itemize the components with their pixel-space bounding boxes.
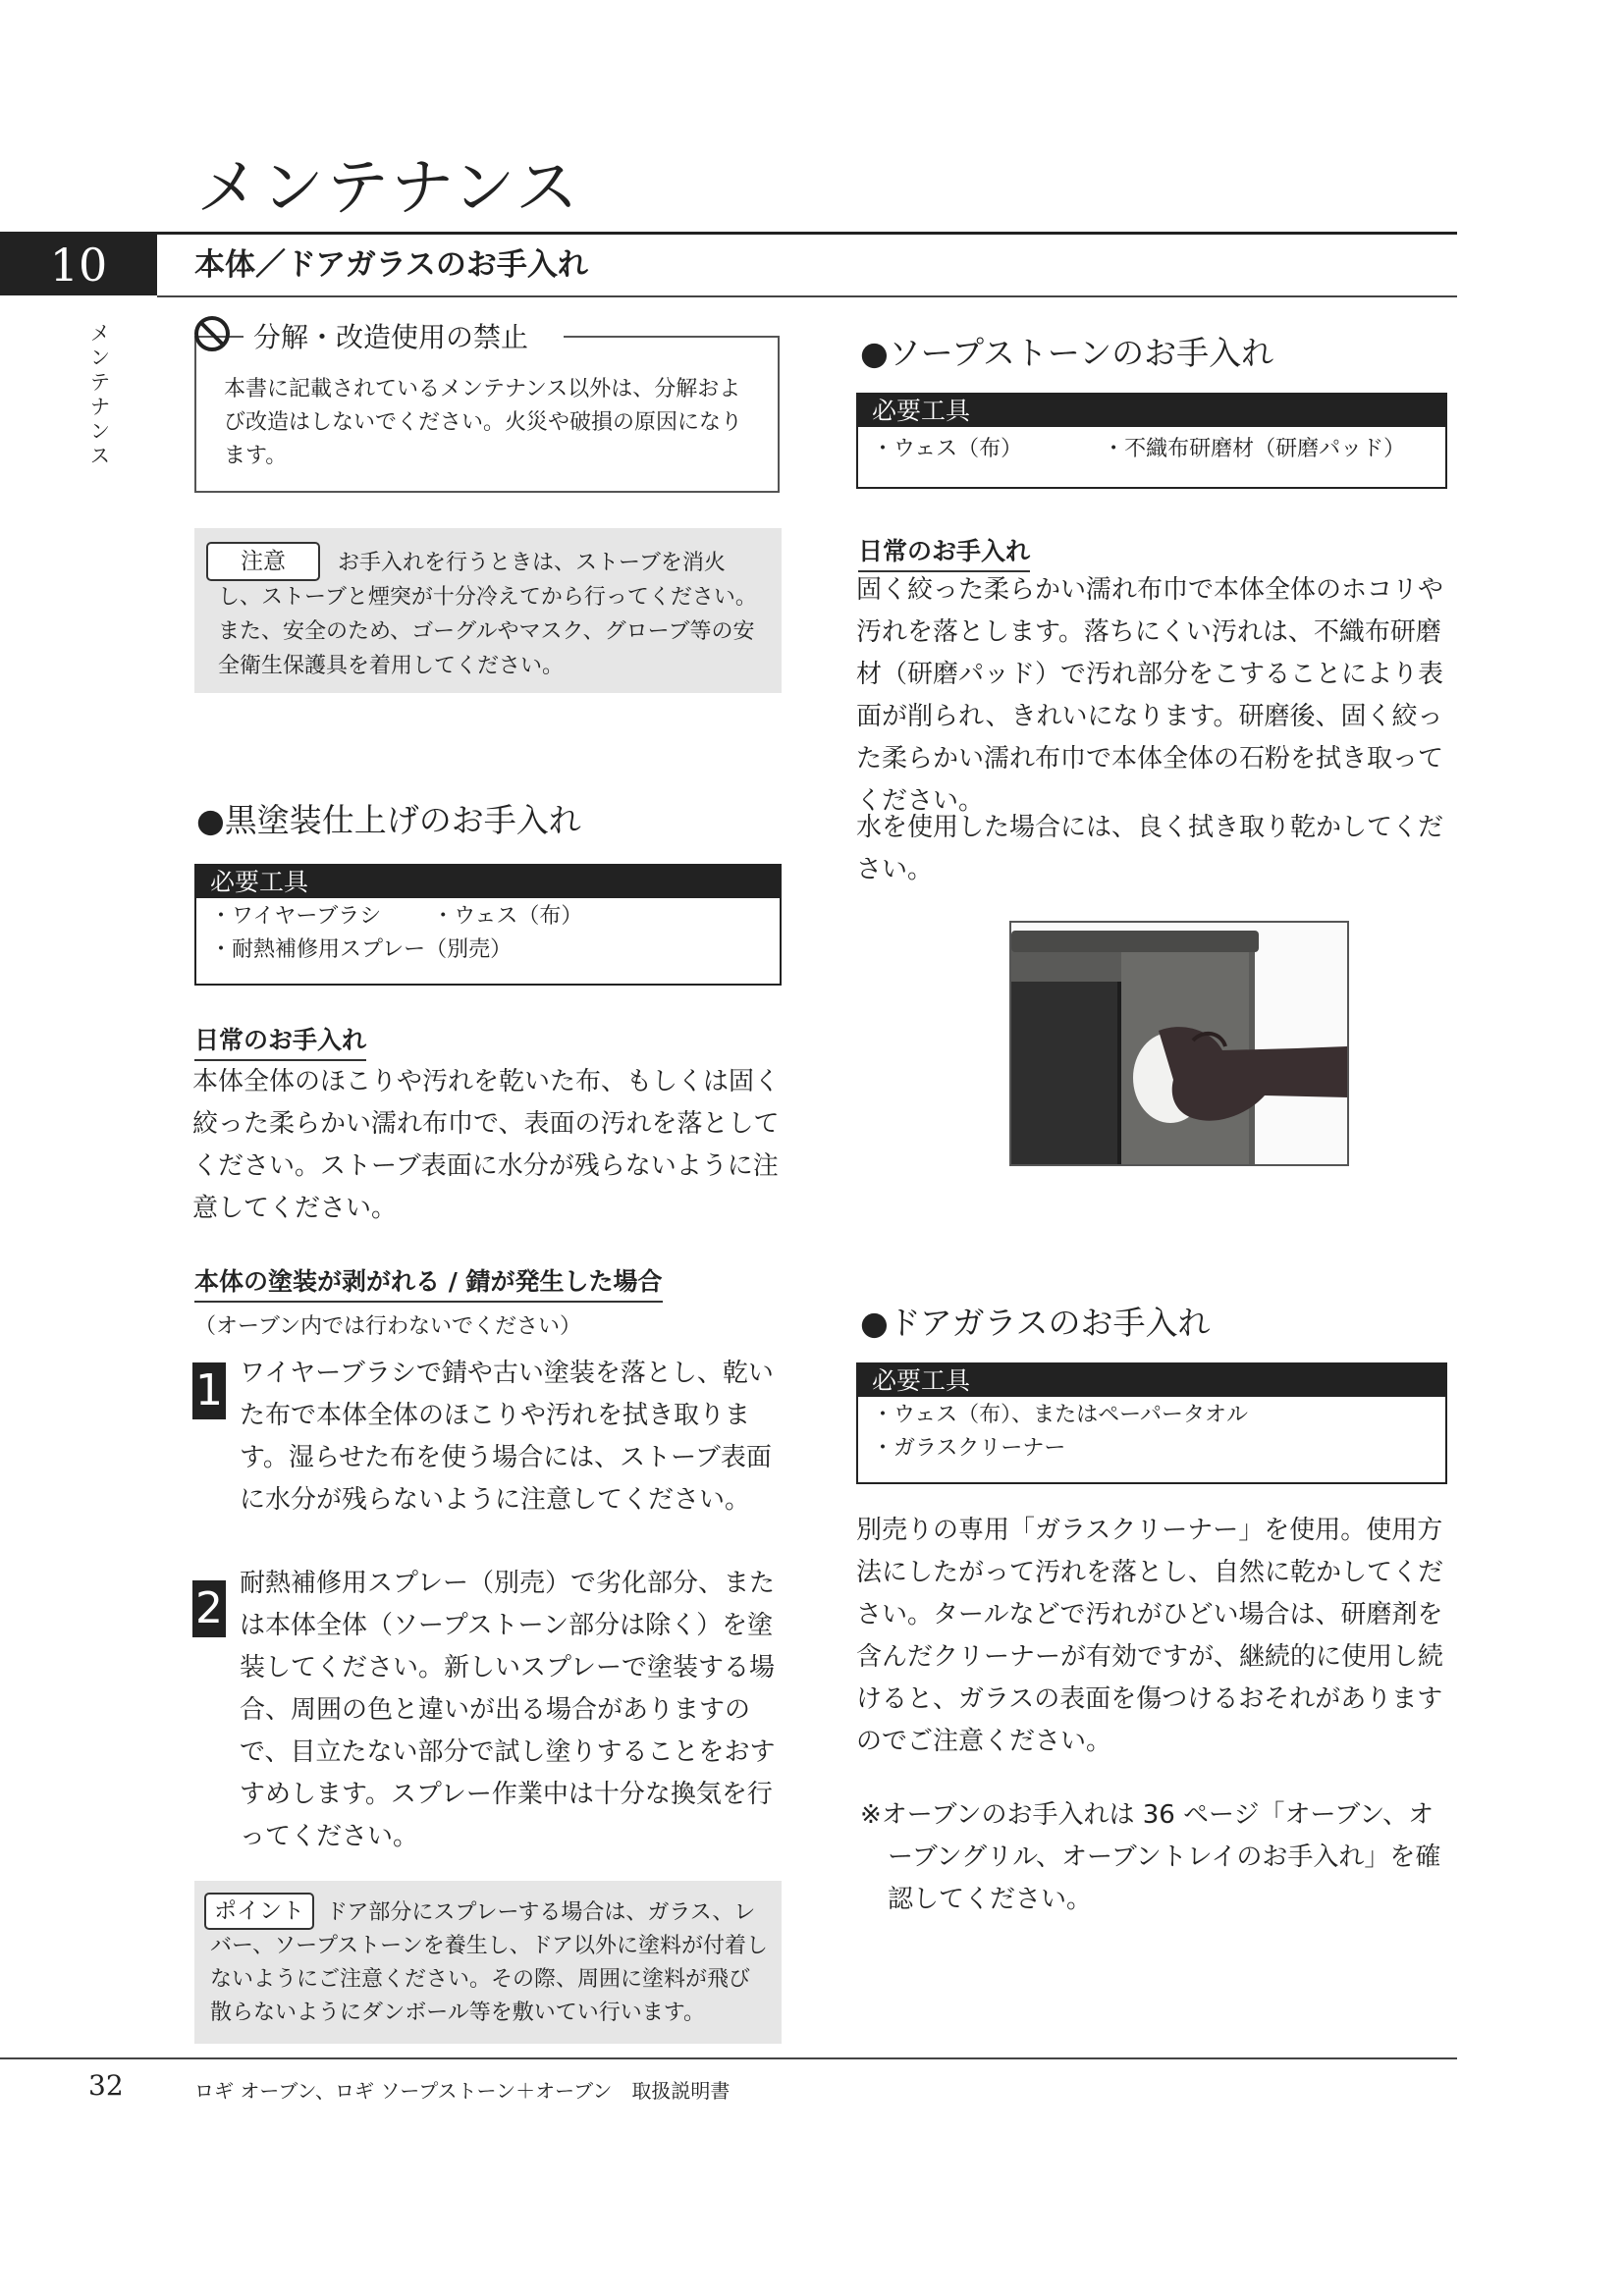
black-daily-heading: 日常のお手入れ [194,1021,366,1061]
section-number: 10 [0,235,157,295]
peel-heading: 本体の塗装が剥がれる / 錆が発生した場合 [194,1262,663,1303]
black-daily-text: 本体全体のほこりや汚れを乾いた布、もしくは固く絞った柔らかい濡れ布巾で、表面の汚れを落としてください。ストーブ表面に水分が残らないように注意してください。 [192,1067,781,1223]
step-2-number: 2 [192,1580,226,1637]
point-tag: ポイント [204,1893,314,1930]
tools-list [196,898,780,969]
peel-note: （オーブン内では行わないでください） [194,1314,582,1339]
soapstone-daily-heading: 日常のお手入れ [858,532,1030,572]
step-1-number: 1 [192,1362,226,1419]
soapstone-heading: ●ソープストーンのお手入れ [860,334,1274,372]
tool-item: ・ワイヤーブラシ [210,904,382,929]
tool-item: ・ウェス（布） [872,437,1023,461]
soapstone-water-text: 水を使用した場合には、良く拭き取り乾かしてください。 [856,813,1444,884]
tool-item: ・耐熱補修用スプレー（別売） [210,937,513,962]
step-1-text: ワイヤーブラシで錆や古い塗装を落とし、乾いた布で本体全体のほこりや汚れを拭き取ります。湿らせた布を使う場合には、ストーブ表面に水分が残らないように注意してください。 [240,1359,774,1515]
tool-item: ・ウェス（布） [432,904,583,929]
black-finish-tools [194,864,782,986]
point-text: ドア部分にスプレーする場合は、ガラス、レバー、ソープストーンを養生し、ドア以外に塗料が付着しないようにご注意ください。その際、周囲に塗料が飛び散らないようにダンボール等を敷いてい行います。 [210,1900,769,2025]
caution-text: お手入れを行うときは、ストーブを消火し、ストーブと煙突が十分冷えてから行ってください。また、安全のため、ゴーグルやマスク、グローブ等の安全衛生保護具を着用してください。 [218,551,757,678]
oven-note: ※オーブンのお手入れは 36 ページ「オーブン、オーブングリル、オーブントレイのお手入れ」を確認してください。 [860,1800,1441,1914]
prohibition-text: 本書に記載されているメンテナンス以外は、分解および改造はしないでください。火災や破損の原因になります。 [224,377,743,468]
footer-rule [0,2057,1457,2059]
side-label: メンテナンス [87,322,111,469]
footer-title: ロギ オーブン、ロギ ソープストーン＋オーブン 取扱説明書 [194,2079,731,2103]
tools-list [858,1397,1445,1468]
page-number: 32 [88,2069,124,2102]
soapstone-daily-text: 固く絞った柔らかい濡れ布巾で本体全体のホコリや汚れを落とします。落ちにくい汚れは、不織布研磨材（研磨パッド）で汚れ部分をこすることにより表面が削られ、きれいになります。研磨後、固く絞った柔らかい濡れ布巾で本体全体の石粉を拭き取ってください。 [856,575,1444,816]
caution-tag: 注意 [206,542,320,581]
cleaning-photo [1009,921,1349,1166]
door-glass-heading: ●ドアガラスのお手入れ [860,1304,1211,1342]
tools-label: 必要工具 [858,395,1445,427]
tools-label: 必要工具 [196,866,780,898]
step-2-text: 耐熱補修用スプレー（別売）で劣化部分、または本体全体（ソープストーン部分は除く）を塗装してください。新しいスプレーで塗装する場合、周囲の色と違いが出る場合がありますので、目立たない部分で試し塗りすることをおすすめします。スプレー作業中は十分な換気を行ってください。 [240,1569,776,1851]
soapstone-tools [856,393,1447,489]
tools-list [858,427,1445,468]
page-title: メンテナンス [196,152,580,225]
tool-item: ・ウェス（布）、またはペーパータオル [872,1403,1249,1427]
door-glass-tools [856,1362,1447,1484]
door-glass-text: 別売りの専用「ガラスクリーナー」を使用。使用方法にしたがって汚れを落とし、自然に乾かしてください。タールなどで汚れがひどい場合は、研磨剤を含んだクリーナーが有効ですが、継続的に使用し続けると、ガラスの表面を傷つけるおそれがありますのでご注意ください。 [856,1516,1444,1756]
prohibition-title: 分解・改造使用の禁止 [253,321,529,353]
section-rule [157,295,1457,297]
section-title: 本体／ドアガラスのお手入れ [194,247,588,283]
tool-item: ・ガラスクリーナー [872,1436,1066,1461]
tools-label: 必要工具 [858,1364,1445,1397]
black-finish-heading: ●黒塗装仕上げのお手入れ [196,801,581,839]
tool-item: ・不織布研磨材（研磨パッド） [1103,437,1406,461]
prohibited-icon [192,314,232,353]
